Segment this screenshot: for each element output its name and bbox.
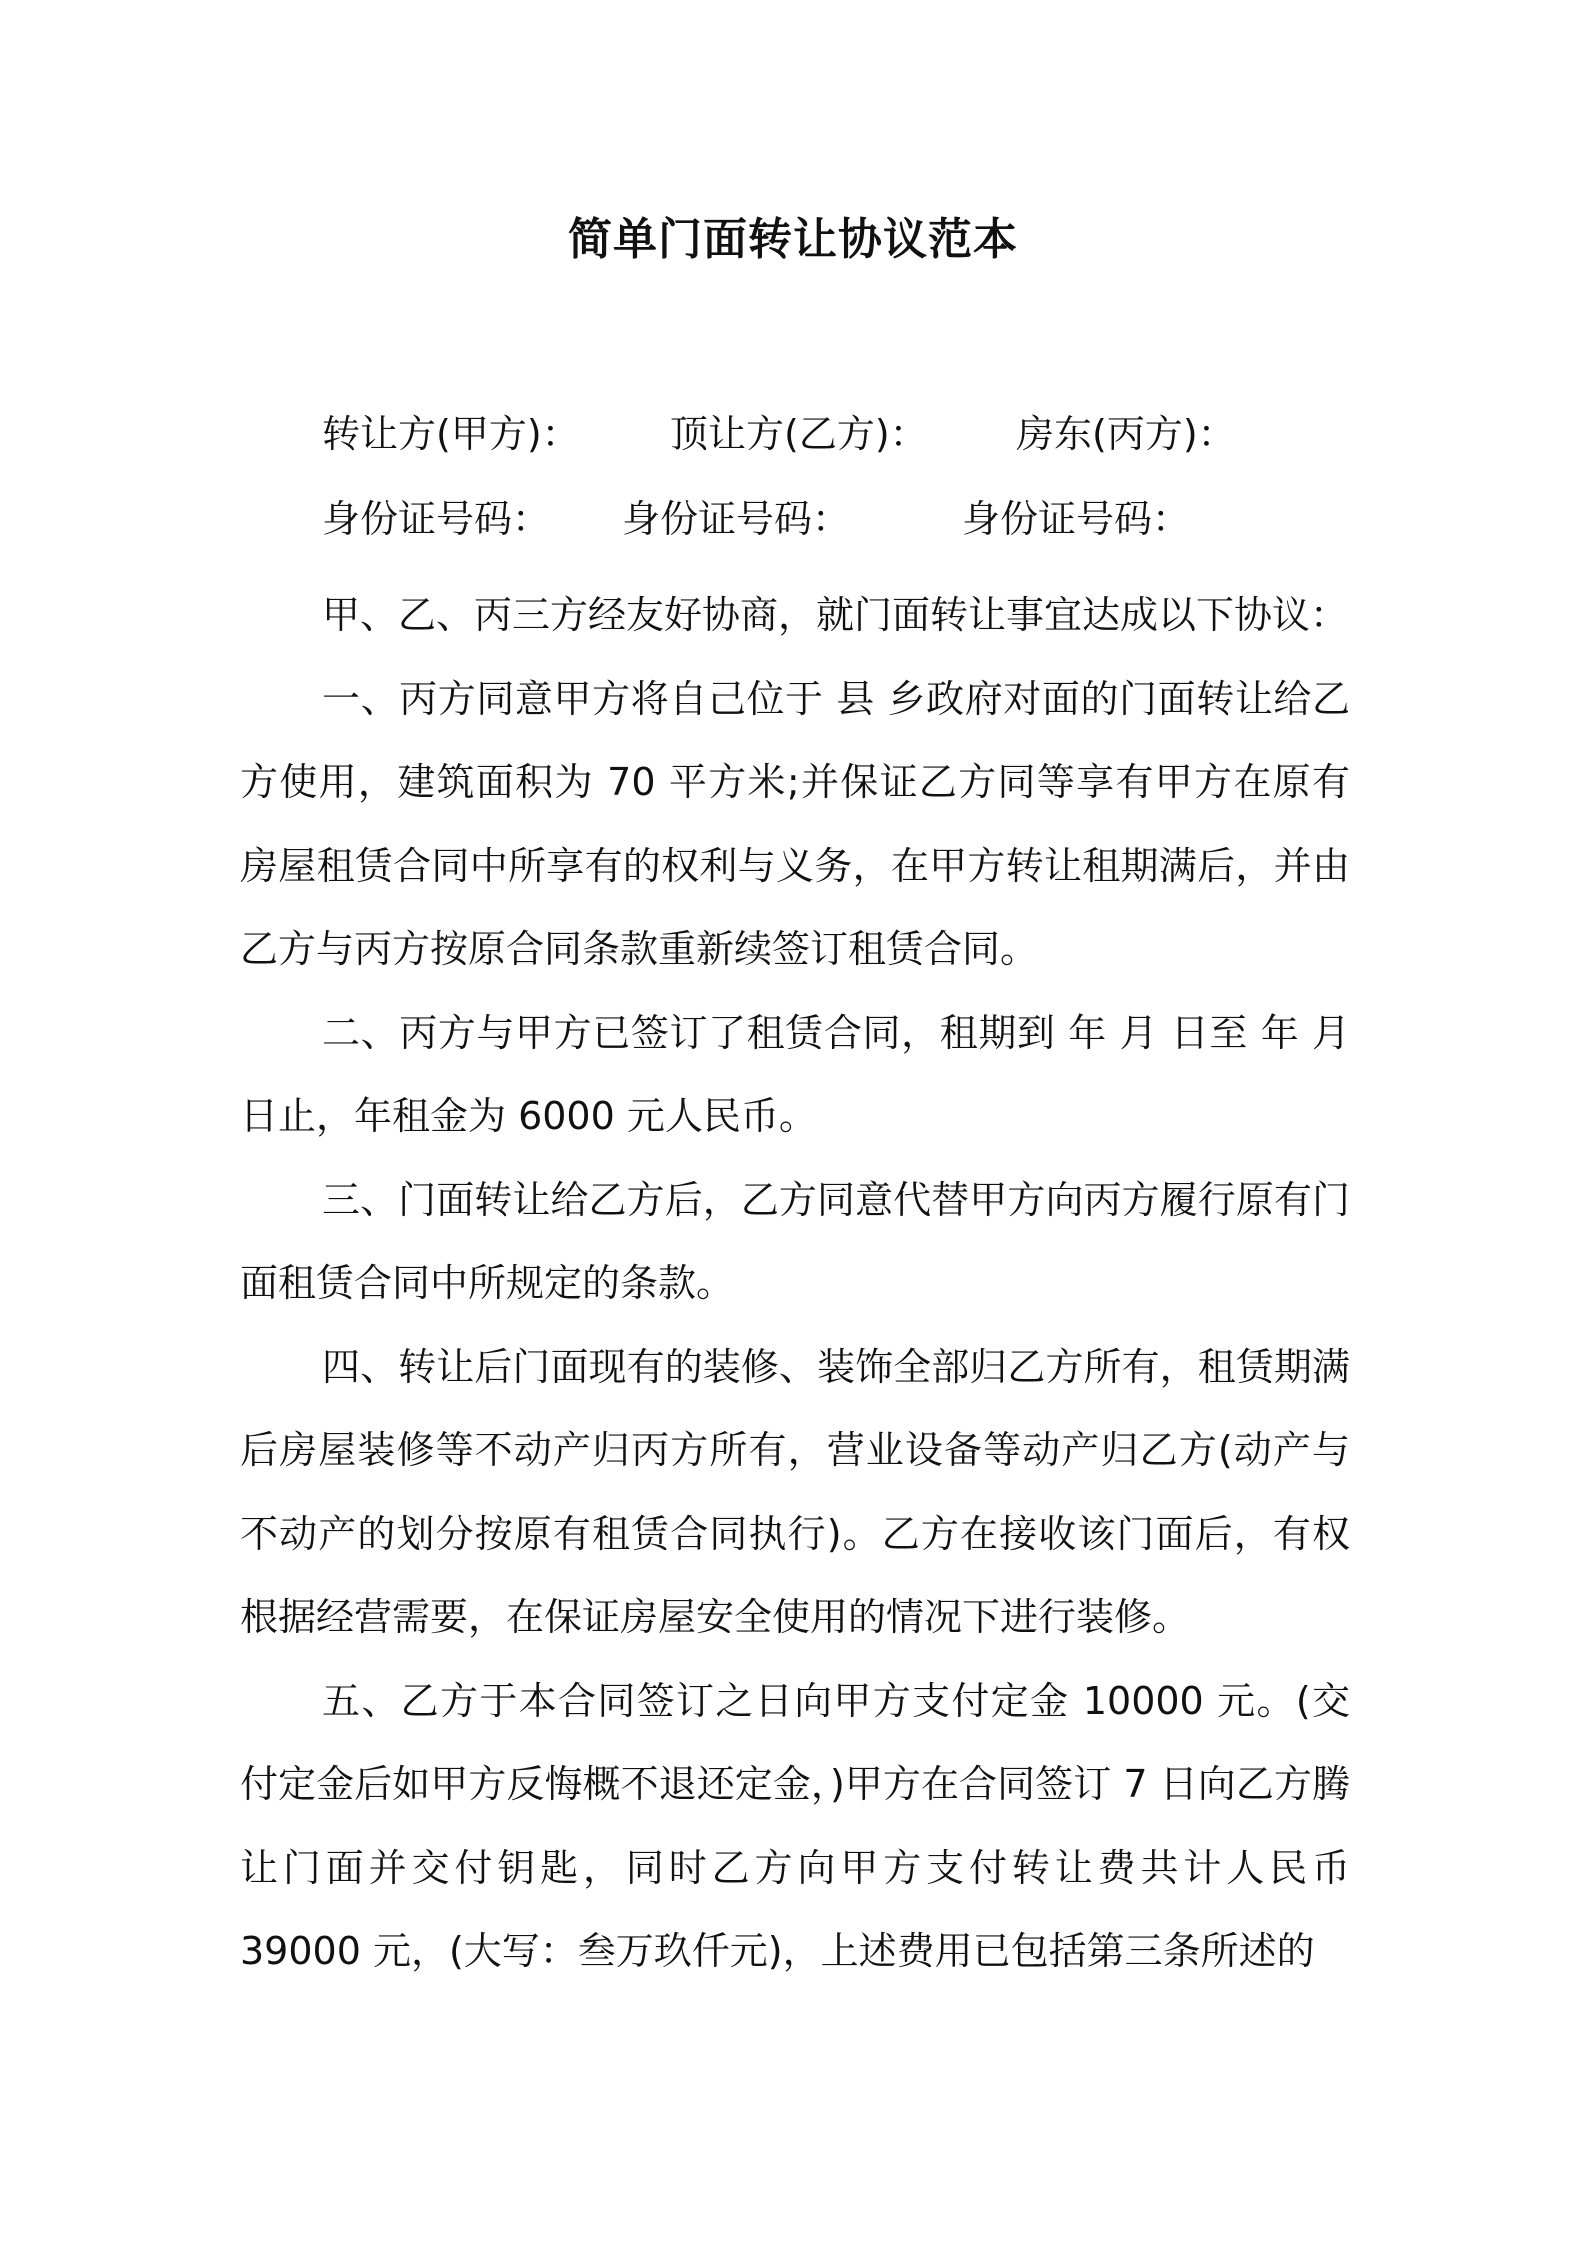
- clause-1: 一、丙方同意甲方将自己位于 县 乡政府对面的门面转让给乙方使用，建筑面积为 70 平方米;并保证乙方同等享有甲方在原有房屋租赁合同中所享有的权利与义务，在甲方转让租期满后，并由乙方与丙方按原合同条款重新续签订租赁合同。: [240, 676, 1350, 971]
- clause-3: 三、门面转让给乙方后，乙方同意代替甲方向丙方履行原有门面租赁合同中所规定的条款。: [240, 1177, 1350, 1305]
- transferor-label: 转让方(甲方)：: [322, 412, 580, 456]
- agreement-body: [240, 574, 1350, 1994]
- landlord-label: 房东(丙方)：: [1016, 412, 1236, 456]
- agreement-intro: 甲、乙、丙三方经友好协商，就门面转让事宜达成以下协议：: [322, 593, 1349, 637]
- transferor-id-label: 身份证号码：: [322, 497, 551, 541]
- transferee-id-label: 身份证号码：: [622, 497, 851, 541]
- clause-5: 五、乙方于本合同签订之日向甲方支付定金 10000 元。(交付定金后如甲方反悔概不退还定金，)甲方在合同签订 7 日向乙方腾让门面并交付钥匙，同时乙方向甲方支付转让费共计人民币 39000 元，(大写：叁万玖仟元)，上述费用已包括第三条所述的: [240, 1678, 1350, 1973]
- transferee-label: 顶让方(乙方)：: [670, 412, 928, 456]
- landlord-id-label: 身份证号码：: [962, 497, 1191, 541]
- clause-4: 四、转让后门面现有的装修、装饰全部归乙方所有，租赁期满后房屋装修等不动产归丙方所有，营业设备等动产归乙方(动产与不动产的划分按原有租赁合同执行)。乙方在接收该门面后，有权根据经营需要，在保证房屋安全使用的情况下进行装修。: [240, 1344, 1350, 1639]
- document-title: 简单门面转让协议范本: [568, 214, 1018, 265]
- clause-2: 二、丙方与甲方已签订了租赁合同，租期到 年 月 日至 年 月 日止，年租金为 6000 元人民币。: [240, 1010, 1350, 1138]
